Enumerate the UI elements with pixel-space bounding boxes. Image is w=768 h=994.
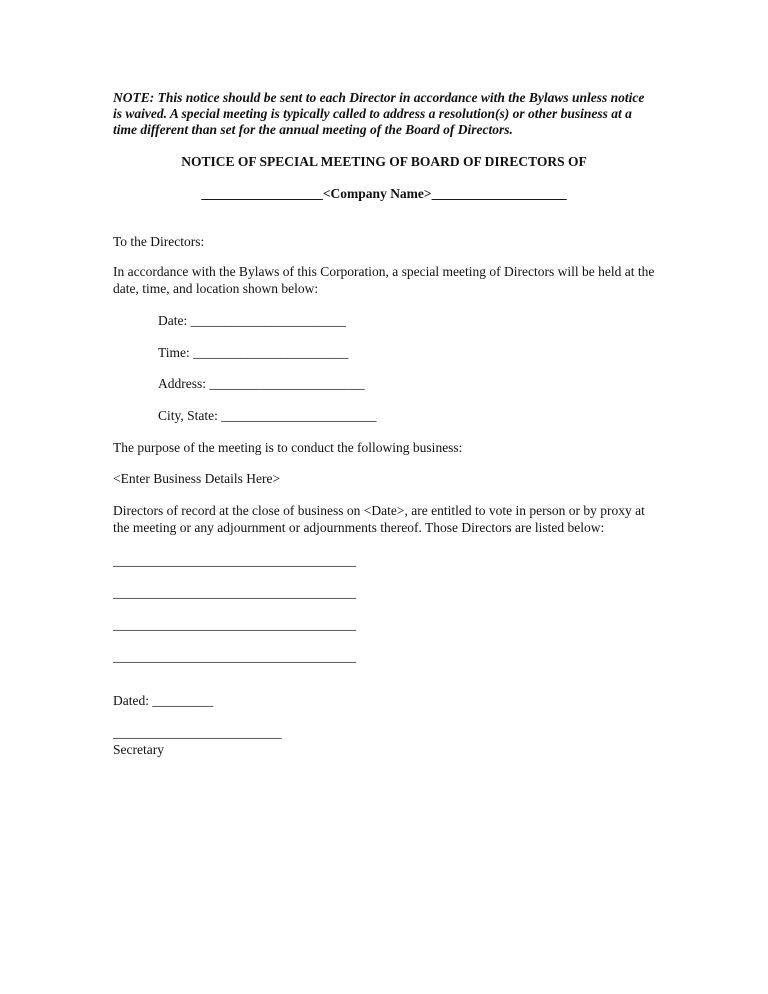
city-state-field: City, State: _______________________	[158, 408, 377, 423]
director-signature-line: ____________________________________	[113, 617, 356, 632]
time-field: Time: _______________________	[158, 345, 349, 360]
secretary-label: Secretary	[113, 742, 164, 757]
note-paragraph: NOTE: This notice should be sent to each Director in accordance with the Bylaws unless notice is waived. A special meeting is typically called to address a resolution(s) or other business at a time different than set for the annual meeting of the Board of Directors.	[113, 90, 645, 137]
company-name-line: __________________<Company Name>____________________	[201, 186, 567, 201]
intro-paragraph: In accordance with the Bylaws of this Corporation, a special meeting of Directors will be held at the date, time, and location shown below:	[113, 264, 655, 296]
director-signature-line: ____________________________________	[113, 649, 356, 664]
business-placeholder: <Enter Business Details Here>	[113, 471, 281, 486]
director-signature-line: ____________________________________	[113, 585, 356, 600]
document-title: NOTICE OF SPECIAL MEETING OF BOARD OF DIRECTORS OF	[181, 154, 587, 169]
date-field: Date: _______________________	[158, 313, 346, 328]
secretary-signature-line: _________________________	[113, 725, 282, 740]
record-paragraph: Directors of record at the close of business on <Date>, are entitled to vote in person or by proxy at the meeting or any adjournment or adjournments thereof. Those Directors are listed below:	[113, 503, 645, 535]
dated-field: Dated: _________	[113, 693, 214, 708]
director-signature-line: ____________________________________	[113, 553, 356, 568]
address-field: Address: _______________________	[158, 376, 365, 391]
purpose-text: The purpose of the meeting is to conduct the following business:	[113, 440, 463, 455]
salutation: To the Directors:	[113, 234, 205, 249]
